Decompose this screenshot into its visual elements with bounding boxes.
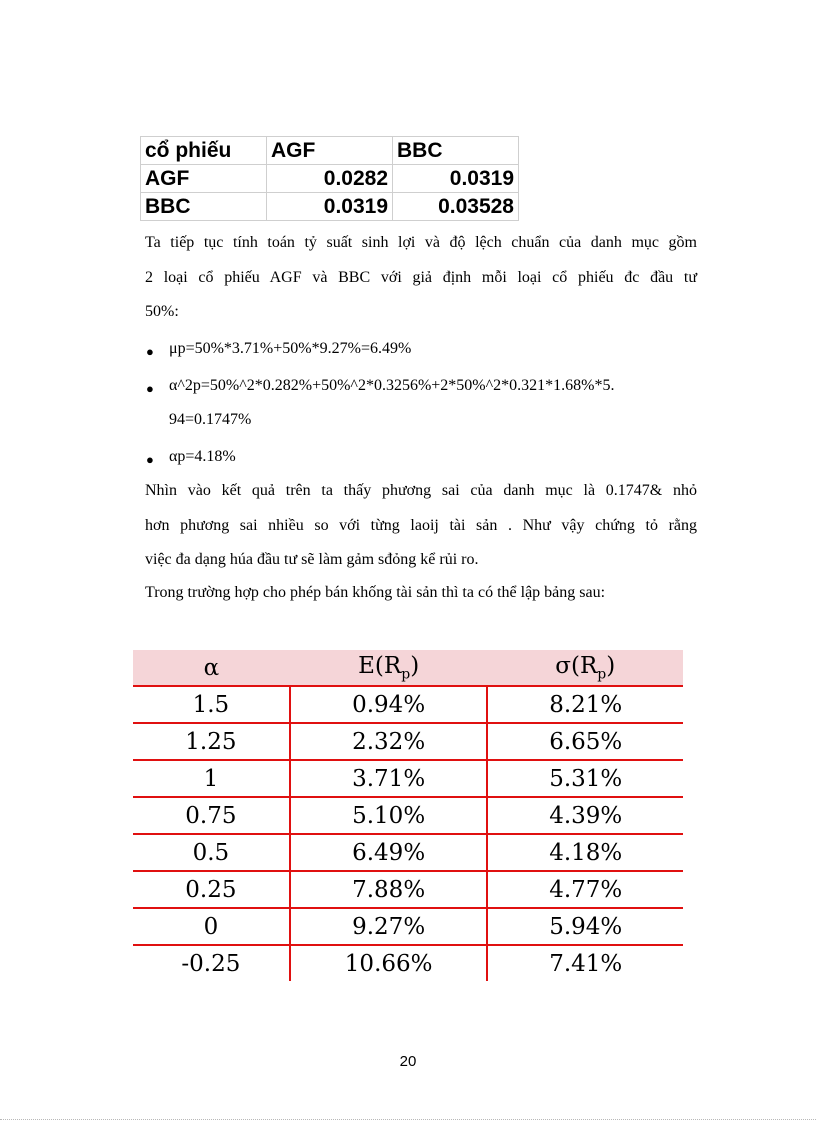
covariance-row-label: BBC [141, 193, 267, 221]
std-dev-cell: 7.41% [549, 950, 623, 977]
table-row [133, 686, 683, 723]
header-er-sub: p [401, 666, 411, 683]
conclusion-line-3: việc đa dạng húa đầu tư sẽ làm gảm sđỏng kể rủi ro. [145, 551, 479, 568]
expected-return-cell: 0.94% [290, 686, 488, 723]
std-dev-cell: 5.31% [487, 760, 683, 797]
short-sell-header-row [133, 650, 683, 686]
intro-line-3: 50%: [145, 303, 179, 320]
std-dev-cell: 8.21% [487, 686, 683, 723]
intro-line-2: 2 loại cổ phiếu AGF và BBC với giả định mỗi loại cổ phiếu đc đầu tư [145, 269, 697, 286]
table-row [133, 871, 683, 908]
bullet-mean-formula: μp=50%*3.71%+50%*9.27%=6.49% [169, 340, 412, 357]
conclusion-line-1: Nhìn vào kết quả trên ta thấy phương sai của danh mục là 0.1747& nhỏ [145, 482, 697, 499]
page-number: 20 [399, 1053, 417, 1070]
header-er-suffix: ) [410, 652, 420, 679]
expected-return-cell: 7.88% [290, 871, 488, 908]
alpha-cell: 0 [133, 908, 290, 945]
alpha-cell: 0.25 [133, 871, 290, 908]
bullet-dot-icon: ● [146, 452, 154, 467]
alpha-cell: 1 [133, 760, 290, 797]
expected-return-cell: 9.27% [290, 908, 488, 945]
table-row [133, 834, 683, 871]
covariance-header-cell: cổ phiếu [141, 137, 267, 165]
std-dev-cell: 4.18% [487, 834, 683, 871]
table-row [133, 723, 683, 760]
short-sell-table [133, 650, 683, 981]
bullet-dot-icon: ● [146, 381, 154, 396]
covariance-header-cell: AGF [267, 137, 393, 165]
header-std-dev [487, 650, 683, 686]
page-bottom-divider [0, 1119, 816, 1120]
covariance-row [141, 193, 519, 221]
covariance-cell: 0.0319 [267, 193, 393, 221]
expected-return-cell: 5.10% [290, 797, 488, 834]
covariance-cell: 0.0319 [393, 165, 519, 193]
std-dev-cell: 5.94% [487, 908, 683, 945]
covariance-cell: 0.03528 [393, 193, 519, 221]
table-row [133, 908, 683, 945]
bullet-variance-formula: α^2p=50%^2*0.282%+50%^2*0.3256%+2*50%^2*0.321*1.68%*5. [169, 377, 615, 394]
covariance-cell: 0.0282 [267, 165, 393, 193]
covariance-row [141, 165, 519, 193]
header-expected-return [290, 650, 488, 686]
covariance-row-label: AGF [141, 165, 267, 193]
std-dev-cell: 6.65% [487, 723, 683, 760]
covariance-table [140, 136, 519, 221]
header-sd-sub: p [597, 666, 607, 683]
header-er-prefix: E(R [358, 652, 402, 679]
alpha-cell: 1.25 [133, 723, 290, 760]
expected-return-cell: 2.32% [290, 723, 488, 760]
expected-return-cell: 3.71% [290, 760, 488, 797]
std-dev-cell: 4.77% [487, 871, 683, 908]
table-row [133, 945, 683, 981]
short-sell-intro: Trong trường hợp cho phép bán khống tài sản thì ta có thể lập bảng sau: [145, 584, 606, 601]
covariance-header-cell: BBC [393, 137, 519, 165]
alpha-cell: 0.75 [133, 797, 290, 834]
covariance-header-row [141, 137, 519, 165]
alpha-cell: 1.5 [133, 686, 290, 723]
table-row [133, 760, 683, 797]
bullet-variance-formula-cont: 94=0.1747% [169, 411, 252, 428]
intro-line-1: Ta tiếp tục tính toán tỷ suất sinh lợi và độ lệch chuẩn của danh mục gồm [145, 234, 697, 251]
expected-return-cell: 10.66% [290, 945, 488, 981]
alpha-cell: 0.5 [133, 834, 290, 871]
std-dev-cell: 4.39% [487, 797, 683, 834]
expected-return-cell: 6.49% [290, 834, 488, 871]
header-sd-prefix: σ(R [555, 652, 598, 679]
bullet-sd-formula: αp=4.18% [169, 448, 236, 465]
conclusion-line-2: hơn phương sai nhiều so với từng laoij tài sản . Như vậy chứng tỏ rằng [145, 517, 697, 534]
table-row [133, 797, 683, 834]
bullet-dot-icon: ● [146, 344, 154, 359]
header-sd-suffix: ) [606, 652, 616, 679]
header-alpha: α [133, 650, 290, 686]
alpha-cell: -0.25 [133, 945, 290, 981]
